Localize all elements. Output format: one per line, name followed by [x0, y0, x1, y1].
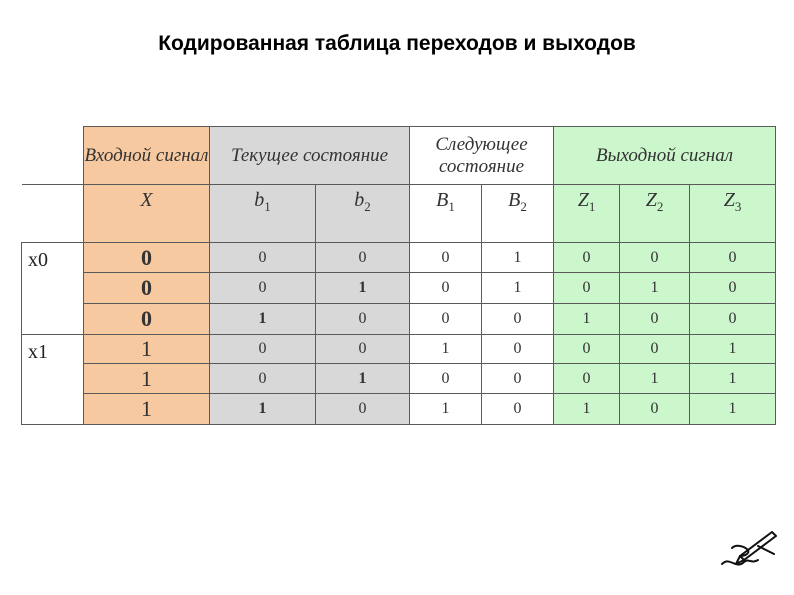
cell-z2: 0: [620, 304, 690, 335]
cell-b2: 0: [316, 304, 410, 335]
header-next-state: Следующее состояние: [410, 127, 554, 185]
var-sub: 1: [448, 199, 455, 214]
cell-z1: 1: [554, 304, 620, 335]
cell-B1: 1: [410, 335, 482, 364]
cell-B1: 0: [410, 273, 482, 304]
cell-B2: 0: [482, 304, 554, 335]
cell-b2: 0: [316, 394, 410, 425]
cell-B1: 1: [410, 394, 482, 425]
cell-z3: 0: [690, 304, 776, 335]
var-cell: [410, 185, 482, 243]
cell-z2: 1: [620, 273, 690, 304]
cell-z3: 1: [690, 364, 776, 394]
cell-b1: 0: [210, 273, 316, 304]
var-sub: 1: [588, 199, 596, 214]
cell-z1: 0: [554, 273, 620, 304]
var-base: Z: [645, 189, 657, 211]
cell-x: 1: [84, 335, 210, 364]
cell-z1: 1: [554, 394, 620, 425]
var-base: B: [436, 189, 449, 211]
table-row: [22, 335, 776, 364]
var-base: B: [508, 189, 521, 211]
var-sub: 1: [264, 199, 271, 214]
cell-B2: 0: [482, 394, 554, 425]
table-row: [22, 364, 776, 394]
var-base: Z: [723, 189, 735, 211]
var-row: [22, 185, 776, 243]
var-base: X: [140, 189, 153, 211]
table-row: [22, 243, 776, 273]
table-row: [22, 273, 776, 304]
empty-var-cell: [22, 185, 84, 243]
var-base: b: [254, 189, 265, 211]
header-output: Выходной сигнал: [554, 127, 776, 185]
cell-z1: 0: [554, 364, 620, 394]
cell-z2: 1: [620, 364, 690, 394]
cell-x: 1: [84, 394, 210, 425]
cell-z2: 0: [620, 335, 690, 364]
cell-x: 0: [84, 243, 210, 273]
cell-z2: 0: [620, 394, 690, 425]
cell-B2: 1: [482, 273, 554, 304]
cell-b1: 1: [210, 394, 316, 425]
var-sub: 3: [734, 199, 742, 214]
var-cell: [482, 185, 554, 243]
pen-writing-icon: [718, 526, 780, 570]
var-base: Z: [577, 189, 589, 211]
cell-z3: 0: [690, 243, 776, 273]
var-base: b: [354, 189, 365, 211]
cell-z2: 0: [620, 243, 690, 273]
var-sub: 2: [656, 199, 664, 214]
var-cell: [554, 185, 620, 243]
cell-b2: 0: [316, 243, 410, 273]
cell-z3: 1: [690, 394, 776, 425]
header-current-state: Текущее состояние: [210, 127, 410, 185]
cell-B2: 0: [482, 335, 554, 364]
var-sub: 2: [520, 199, 527, 214]
header-input: Входной сигнал: [84, 127, 210, 185]
cell-b2: 1: [316, 364, 410, 394]
cell-b1: 0: [210, 364, 316, 394]
cell-B2: 0: [482, 364, 554, 394]
var-cell: [620, 185, 690, 243]
row-group-label: x0: [22, 243, 84, 335]
cell-B1: 0: [410, 243, 482, 273]
var-cell: [210, 185, 316, 243]
cell-b1: 0: [210, 243, 316, 273]
row-group-label: x1: [22, 335, 84, 425]
cell-b1: 0: [210, 335, 316, 364]
var-sub: 2: [364, 199, 371, 214]
cell-b2: 0: [316, 335, 410, 364]
transition-table: [21, 126, 776, 425]
var-cell: [690, 185, 776, 243]
cell-z3: 1: [690, 335, 776, 364]
cell-B2: 1: [482, 243, 554, 273]
cell-B1: 0: [410, 304, 482, 335]
empty-header-cell: [22, 127, 84, 185]
cell-x: 1: [84, 364, 210, 394]
cell-B1: 0: [410, 364, 482, 394]
cell-z1: 0: [554, 243, 620, 273]
var-cell: [316, 185, 410, 243]
cell-x: 0: [84, 304, 210, 335]
page-title: Кодированная таблица переходов и выходов: [158, 32, 636, 55]
table-row: [22, 304, 776, 335]
cell-z3: 0: [690, 273, 776, 304]
var-cell: [84, 185, 210, 243]
cell-z1: 0: [554, 335, 620, 364]
cell-b2: 1: [316, 273, 410, 304]
table-row: [22, 394, 776, 425]
cell-b1: 1: [210, 304, 316, 335]
cell-x: 0: [84, 273, 210, 304]
